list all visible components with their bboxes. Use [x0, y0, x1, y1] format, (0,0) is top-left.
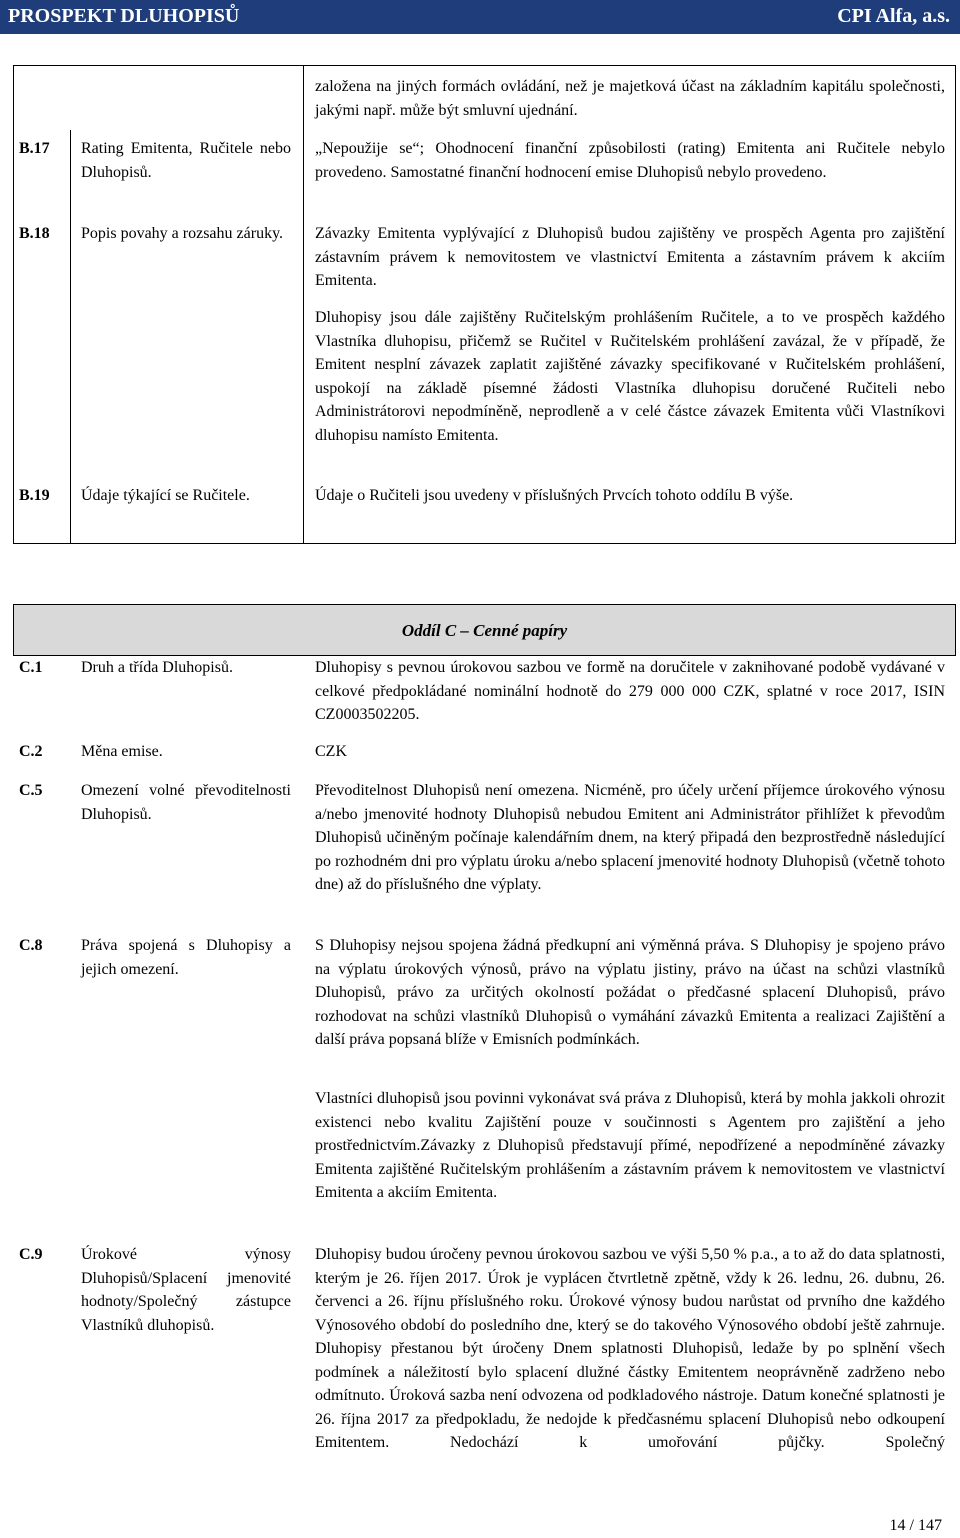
- row-title-c1: Druh a třída Dluhopisů.: [81, 659, 233, 676]
- page-number: 14 / 147: [889, 1517, 942, 1534]
- row-code-c8: C.8: [19, 937, 43, 954]
- continuation-text: založena na jiných formách ovládání, než je majetková účast na základním kapitálu společnosti, jakými např. může být smluvní ujednání.: [315, 78, 945, 119]
- row-text-b18-second: Dluhopisy jsou dále zajištěny Ručitelským prohlášením Ručitele, a to ve prospěch každého Vlastníka dluhopisu, přičemž se Ručitel v Ručitelském prohlášení zavázal, že v případě, že Emitent nesplní závazek zaplatit zajištěné závazky specifikované v Ručitelském prohlášení, uspokojí na základě písemné žádosti Vlastníka dluhopisu doručené Ručiteli nebo Administrátorovi nepodmíněně, neprodleně a v celé částce závazek Emitenta vůči Vlastníkovi dluhopisu namísto Emitenta.: [315, 309, 945, 444]
- row-code-b19: B.19: [19, 487, 50, 504]
- row-text-c2: CZK: [315, 743, 347, 760]
- row-code-c2: C.2: [19, 743, 43, 760]
- row-text-c9: Dluhopisy budou úročeny pevnou úrokovou sazbou ve výši 5,50 % p.a., a to až do data splatnosti, kterým je 26. říjen 2017. Úrok je vyplácen čtvrtletně zpětně, vždy k 26. lednu, 26. dubnu, 26. červenci a 26. říjnu příslušného roku. Úrokové výnosy budou narůstat od prvního dne každého Výnosového období do posledního dne, který se do takového Výnosového období ještě zahrnuje. Dluhopisy přestanou být úročeny Dnem splatnosti Dluhopisů, ledaže by po splnění všech podmínek a náležitostí bylo splacení dlužné částky Emitentem neoprávněně zadrženo nebo odmítnuto. Úroková sazba není odvozena od podkladového nástroje. Datum konečné splatnosti je 26. října 2017 za předpokladu, že nedojde k předčasnému splacení Dluhopisů nebo odkoupení Emitentem. Nedochází k umořování půjčky. Společný: [315, 1246, 945, 1451]
- row-title-b17: Rating Emitenta, Ručitele nebo Dluhopisů.: [81, 140, 291, 181]
- row-title-c9: Úrokové výnosy Dluhopisů/Splacení jmenovité hodnoty/Společný zástupce Vlastníků dluhopisů.: [81, 1246, 291, 1334]
- row-code-b18: B.18: [19, 225, 50, 242]
- row-title-b19: Údaje týkající se Ručitele.: [81, 487, 250, 504]
- row-text-c8: S Dluhopisy nejsou spojena žádná předkupní ani výměnná práva. S Dluhopisy je spojeno právo na výplatu úrokových výnosů, právo na výplatu jistiny, právo na účast na schůzi vlastníků Dluhopisů, právo za určitých okolností požádat o předčasné splacení Dluhopisů, právo rozhodovat na schůzi vlastníků Dluhopisů o vymáhání závazků Emitenta a realizaci Zajištění a další práva popsaná blíže v Emisních podmínkách.: [315, 937, 945, 1048]
- row-title-c2: Měna emise.: [81, 743, 163, 760]
- page-header: [0, 0, 960, 34]
- table-b-divider-code: [70, 130, 71, 544]
- section-c-title: Oddíl C – Cenné papíry: [401, 621, 568, 640]
- table-b-divider-title: [303, 65, 304, 544]
- row-title-b18: Popis povahy a rozsahu záruky.: [81, 225, 284, 242]
- row-text-c5: Převoditelnost Dluhopisů není omezena. Nicméně, pro účely určení příjemce úrokového výnosu a/nebo jmenovité hodnoty Dluhopisů nebudou Emitent ani Administrátor přihlížet k převodům Dluhopisů učiněným počínaje kalendářním dnem, na který připadá den bezprostředně následující po rozhodném dni pro výplatu úroku a/nebo splacení jmenovité hodnoty Dluhopisů (včetně tohoto dne) až do příslušného dne výplaty.: [315, 782, 945, 893]
- row-text-c8-second: Vlastníci dluhopisů jsou povinni vykonávat svá práva z Dluhopisů, která by mohla jakkoli ohrozit existenci nebo kvalitu Zajištění pouze v součinnosti s Agentem pro zajištění a jeho prostřednictvím.Závazky z Dluhopisů představují přímé, nepodřízené a nepodmíněné závazky Emitenta zajištěné Ručitelským prohlášením a zástavním právem k nemovitostem ve vlastnictví Emitenta a akciím Emitenta.: [315, 1090, 945, 1201]
- row-code-c1: C.1: [19, 659, 43, 676]
- row-text-b17: „Nepoužije se“; Ohodnocení finanční způsobilosti (rating) Emitenta ani Ručitele nebylo provedeno. Samostatné finanční hodnocení emise Dluhopisů nebylo provedeno.: [315, 140, 945, 181]
- header-right-title: CPI Alfa, a.s.: [837, 5, 950, 27]
- row-text-b18: Závazky Emitenta vyplývající z Dluhopisů budou zajištěny ve prospěch Agenta pro zajištění zástavním právem k nemovitostem ve vlastnictví Emitenta a zástavním právem k akciím Emitenta.: [315, 225, 945, 289]
- row-title-c8: Práva spojená s Dluhopisy a jejich omezení.: [81, 937, 291, 978]
- row-code-c5: C.5: [19, 782, 43, 799]
- row-title-c5: Omezení volné převoditelnosti Dluhopisů.: [81, 782, 291, 823]
- header-left-title: PROSPEKT DLUHOPISŮ: [8, 5, 240, 27]
- row-code-c9: C.9: [19, 1246, 43, 1263]
- row-text-c1: Dluhopisy s pevnou úrokovou sazbou ve formě na doručitele v zaknihované podobě vydávané v celkové předpokládané nominální hodnotě do 279 000 000 CZK, splatné v roce 2017, ISIN CZ0003502205.: [315, 659, 945, 723]
- row-code-b17: B.17: [19, 140, 50, 157]
- row-text-b19: Údaje o Ručiteli jsou uvedeny v příslušných Prvcích tohoto oddílu B výše.: [315, 487, 794, 504]
